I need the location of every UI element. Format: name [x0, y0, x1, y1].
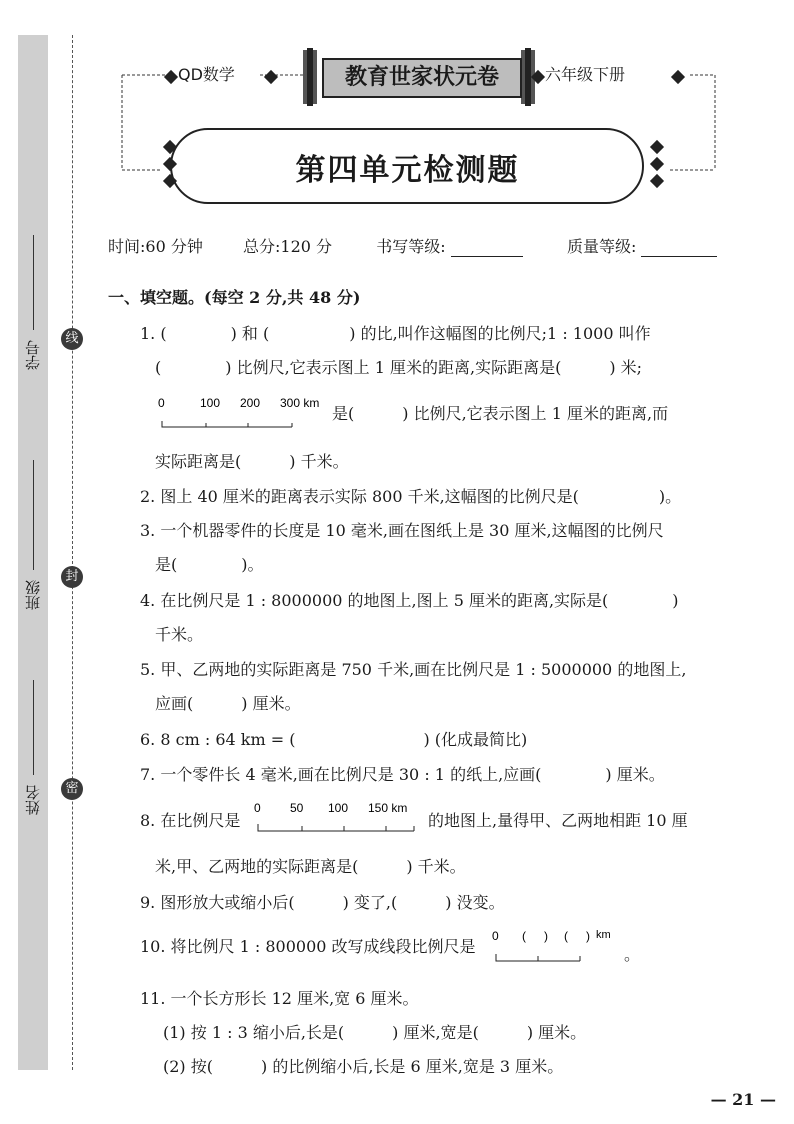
scale-tick-label: 0: [492, 929, 499, 943]
page-title: 第四单元检测题: [295, 153, 520, 188]
scale-tick-label: 0: [158, 396, 165, 410]
section-heading: 一、填空题。(每空 2 分,共 48 分): [108, 288, 361, 307]
question-8-line-1b: 的地图上,量得甲、乙两地相距 10 厘: [428, 811, 688, 830]
student-id-line: [33, 235, 34, 330]
name-label: 姓名: [24, 785, 42, 815]
question-4-line-1: 4. 在比例尺是 1 : 8000000 的地图上,图上 5 厘米的距离,实际是( ): [140, 591, 679, 610]
question-5-line-1: 5. 甲、乙两地的实际距离是 750 千米,画在比例尺是 1 : 5000000 的地图上,: [140, 660, 687, 679]
cut-line: [72, 35, 73, 1070]
banner-title: 教育世家状元卷: [322, 58, 522, 98]
quality-grade-label: 质量等级:: [566, 237, 637, 256]
exam-meta: [108, 234, 717, 257]
quality-grade-blank[interactable]: [641, 240, 717, 257]
brand-right: 六年级下册: [545, 65, 626, 84]
scale-tick-label: ): [544, 929, 548, 943]
question-3-line-2: 是( )。: [155, 555, 264, 574]
question-1-line-4: 实际距离是( ) 千米。: [155, 452, 349, 471]
scale-tick-label: 100: [200, 396, 221, 410]
question-10-line-1: 10. 将比例尺 1 : 800000 改写成线段比例尺是: [140, 937, 476, 956]
scale-tick-label: (: [522, 929, 526, 943]
line-scale-q10: [492, 926, 624, 966]
scale-tick-label: 300 km: [280, 396, 320, 410]
question-1-line-2: ( ) 比例尺,它表示图上 1 厘米的距离,实际距离是( ) 米;: [155, 358, 643, 377]
question-1-line-3: 是( ) 比例尺,它表示图上 1 厘米的距离,而: [332, 404, 669, 423]
page-number: — 21 —: [710, 1090, 776, 1109]
class-line: [33, 460, 34, 570]
scale-tick-label: 50: [290, 801, 304, 815]
writing-grade-label: 书写等级:: [376, 237, 446, 256]
line-scale-q8: [254, 798, 424, 838]
scale-tick-label: km: [596, 929, 611, 941]
question-3-line-1: 3. 一个机器零件的长度是 10 毫米,画在图纸上是 30 厘米,这幅图的比例尺: [140, 521, 664, 540]
scale-tick-label: 0: [254, 801, 261, 815]
seal-secret-mark: 密: [61, 778, 83, 800]
scale-tick-label: 200: [240, 396, 261, 410]
name-line: [33, 680, 34, 775]
question-11: 11. 一个长方形长 12 厘米,宽 6 厘米。: [140, 989, 419, 1008]
scale-tick-label: (: [564, 929, 568, 943]
question-8-line-1a: 8. 在比例尺是: [140, 811, 241, 830]
scale-tick-label: ): [586, 929, 590, 943]
question-11-part-2: (2) 按( ) 的比例缩小后,长是 6 厘米,宽是 3 厘米。: [163, 1057, 564, 1076]
scale-tick-label: 150 km: [368, 801, 408, 815]
question-7: 7. 一个零件长 4 毫米,画在比例尺是 30 : 1 的纸上,应画( ) 厘米。: [140, 765, 665, 784]
brand-left: QD数学: [178, 65, 235, 84]
question-9: 9. 图形放大或缩小后( ) 变了,( ) 没变。: [140, 893, 505, 912]
question-1-line-1: 1. ( ) 和 ( ) 的比,叫作这幅图的比例尺;1 : 1000 叫作: [140, 324, 651, 343]
question-4-line-2: 千米。: [155, 625, 204, 644]
class-label: 班级: [24, 580, 42, 610]
line-scale-q1: [158, 395, 338, 431]
scale-tick-label: 100: [328, 801, 349, 815]
question-5-line-2: 应画( ) 厘米。: [155, 694, 301, 713]
seal-seal-mark: 封: [61, 566, 83, 588]
seal-line-mark: 线: [61, 328, 83, 350]
student-id-label: 学号: [24, 340, 42, 370]
total-score: 总分:120 分: [243, 237, 333, 256]
question-10-end: 。: [624, 945, 641, 964]
writing-grade-blank[interactable]: [451, 240, 523, 257]
question-8-line-2: 米,甲、乙两地的实际距离是( ) 千米。: [155, 857, 466, 876]
question-11-part-1: (1) 按 1 : 3 缩小后,长是( ) 厘米,宽是( ) 厘米。: [163, 1023, 587, 1042]
question-6: 6. 8 cm : 64 km = ( ) (化成最简比): [140, 730, 528, 749]
time-info: 时间:60 分钟: [108, 237, 203, 256]
question-2: 2. 图上 40 厘米的距离表示实际 800 千米,这幅图的比例尺是( )。: [140, 487, 682, 506]
